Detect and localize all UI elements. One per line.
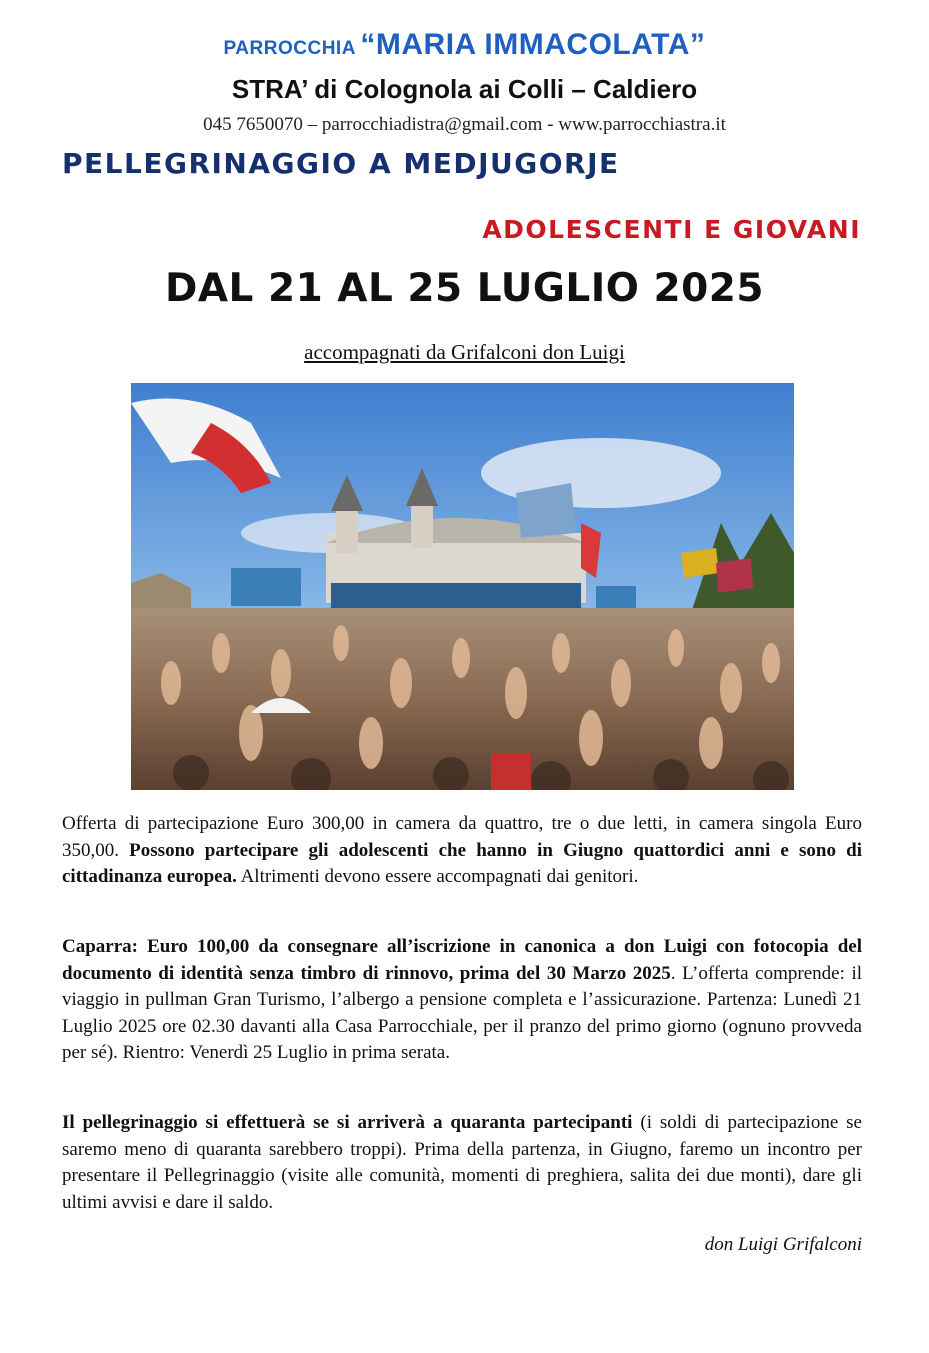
offer-eligibility: Possono partecipare gli adolescenti che hanno in Giugno quattordici anni e sono di cittadinanza europea. <box>62 839 862 887</box>
deposit-terms: Caparra: Euro 100,00 da consegnare all’iscrizione in canonica a don Luigi con fotocopia del documento di identità senza timbro di rinnovo, prima del 30 Marzo 2025 <box>62 936 862 984</box>
pilgrimage-title: PELLEGRINAGGIO A MEDJUGORJE <box>62 147 620 180</box>
pilgrimage-dates: DAL 21 AL 25 LUGLIO 2025 <box>164 266 765 311</box>
church-tower-left <box>336 508 358 553</box>
offer-parents: Altrimenti devono essere accompagnati dai genitori. <box>236 866 639 887</box>
event-photo <box>131 383 794 790</box>
red-shirt <box>491 753 531 790</box>
audience-subtitle: ADOLESCENTI E GIOVANI <box>482 215 861 244</box>
flag-usa <box>716 558 753 593</box>
offer-text: Offerta di partecipazione Euro 300,00 in camera da quattro, tre o due letti, in camera singola Euro 350,00. <box>62 813 862 861</box>
church-tower-right <box>411 503 433 548</box>
paragraph-deposit <box>62 934 862 1067</box>
screen-left <box>231 568 301 606</box>
deposit-details: . L’offerta comprende: il viaggio in pullman Gran Turismo, l’albergo a pensione completa e l’assicurazione. Partenza: Lunedì 21 Luglio 2025 ore 02.30 davanti alla Casa Parrocchiale, per il pranzo del primo giorno (ognuno provveda per sé). Rientro: Venerdì 25 Luglio in prima serata. <box>62 962 863 1063</box>
guide-line: accompagnati da Grifalconi don Luigi <box>304 340 625 364</box>
paragraph-conditions <box>62 1110 862 1216</box>
parish-location: STRA’ di Colognola ai Colli – Caldiero <box>231 74 698 104</box>
parish-contacts: 045 7650070 – parrocchiadistra@gmail.com - www.parrocchiastra.it <box>203 114 726 135</box>
parish-header <box>0 28 929 62</box>
signature: don Luigi Grifalconi <box>704 1234 862 1255</box>
conditions-details: (i soldi di partecipazione se saremo meno di quaranta sarebbero troppi). Prima della partenza, in Giugno, faremo un incontro per presentare il Pellegrinaggio (visite alle comunità, momenti di preghiera, salita dei due monti), dare gli ultimi avvisi e dare il saldo. <box>62 1112 862 1213</box>
parish-name: “MARIA IMMACOLATA” <box>360 28 706 61</box>
parish-prefix: PARROCCHIA <box>223 38 356 59</box>
conditions-minimum: Il pellegrinaggio si effettuerà se si arriverà a quaranta partecipanti <box>62 1112 633 1133</box>
flag-spain <box>681 548 719 578</box>
paragraph-offer <box>62 811 862 891</box>
